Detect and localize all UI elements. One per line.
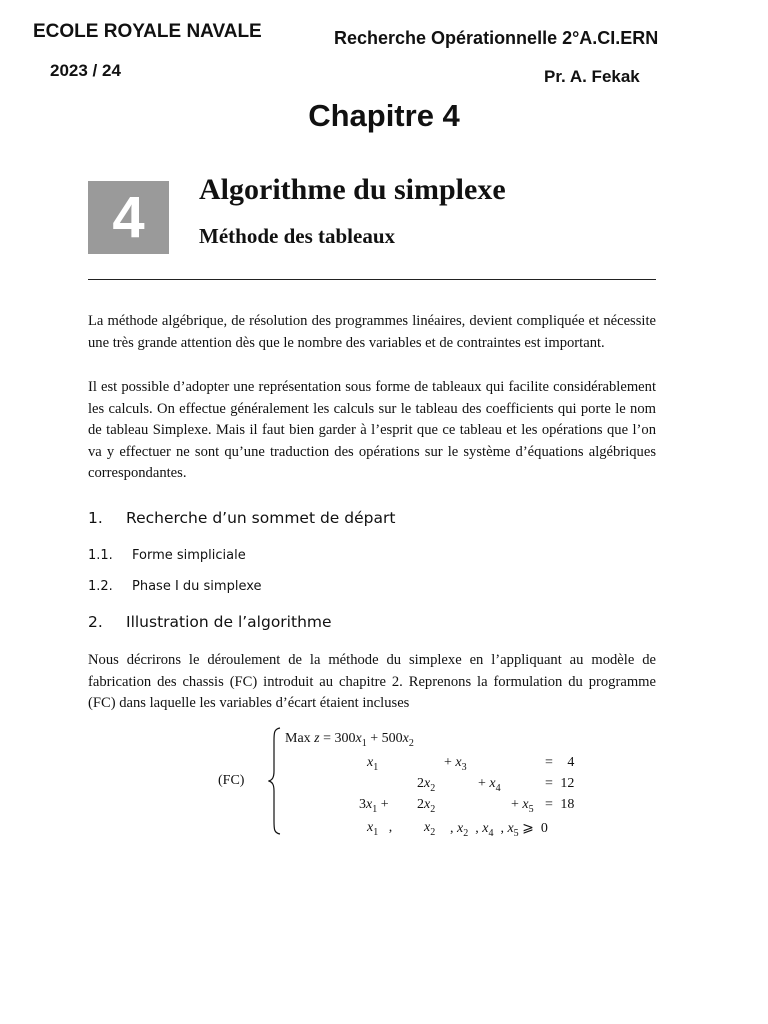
chapter-title: Algorithme du simplexe: [199, 173, 506, 206]
constraint-2-value: 12: [560, 776, 575, 791]
section-heading-2: [88, 613, 332, 631]
constraint-3-x5: + $x_5$: [511, 797, 534, 815]
constraint-3-value: 18: [560, 797, 575, 812]
constraint-1-value: 4: [567, 755, 575, 770]
system-brace: [268, 727, 282, 835]
objective-row: Max $z = 300x_1 + 500x_2$: [285, 731, 414, 749]
chapter-subtitle: Méthode des tableaux: [199, 224, 395, 248]
section-heading-1: [88, 509, 395, 527]
constraint-3-rhs: = 18: [545, 797, 575, 812]
subsection-number: 1.1.: [88, 548, 113, 563]
chapter-number-box: [88, 181, 169, 254]
section-number: 1.: [88, 509, 103, 527]
program-label: (FC): [218, 773, 245, 788]
nonneg-x1: $x_1$ ,: [367, 820, 393, 838]
professor-name: Pr. A. Fekak: [544, 67, 640, 86]
chapter-heading: Chapitre 4: [308, 98, 460, 133]
constraint-2-rhs: = 12: [545, 776, 575, 791]
constraint-2-x4: + $x_4$: [478, 776, 501, 794]
constraint-1-x1: $x_1$: [367, 755, 379, 773]
objective-prefix: Max: [285, 731, 311, 746]
paragraph-illustration: Nous décrirons le déroulement de la méthode du simplexe en l’appliquant au modèle de fabrication des chassis (FC) introduit au chapitre 2. Reprenons la formulation du programme (FC) dans laquelle les variables d’écart étaient incluses: [88, 652, 656, 711]
title-divider: [88, 279, 656, 280]
subsection-heading-1-2: [88, 579, 262, 594]
nonneg-rest: , $x_2$ , $x_4$ , $x_5$ ⩾ 0: [450, 821, 548, 839]
school-name: ECOLE ROYALE NAVALE: [33, 21, 262, 42]
constraint-2-x2: $2x_2$: [417, 776, 436, 794]
section-number: 2.: [88, 613, 103, 631]
course-title: Recherche Opérationnelle 2°A.CI.ERN: [334, 28, 659, 48]
chapter-number: 4: [112, 185, 145, 250]
subsection-heading-1-1: [88, 548, 246, 563]
constraint-1-x3: + $x_3$: [444, 755, 467, 773]
nonneg-value: 0: [540, 821, 548, 836]
constraint-3-x2: $2x_2$: [417, 797, 436, 815]
constraint-3-x1: $3x_1$ +: [359, 797, 389, 815]
section-title: Illustration de l’algorithme: [126, 613, 332, 631]
paragraph-intro: La méthode algébrique, de résolution des programmes linéaires, devient compliquée et nécessite une très grande attention dès que le nombre des variables et de contraintes est important.: [88, 313, 656, 351]
constraint-1-rhs: = 4: [545, 755, 575, 770]
subsection-number: 1.2.: [88, 579, 113, 594]
subsection-title: Phase I du simplexe: [132, 579, 262, 594]
section-title: Recherche d’un sommet de départ: [126, 509, 396, 527]
nonneg-x2: $x_2$: [424, 820, 436, 838]
academic-year: 2023 / 24: [50, 61, 121, 80]
subsection-title: Forme simpliciale: [132, 548, 246, 563]
paragraph-tableaux: Il est possible d’adopter une représentation sous forme de tableaux qui facilite considérablement les calculs. On effectue généralement les calculs sur le tableau des coefficients qui porte le nom de tableau Simplexe. Mais il faut bien garder à l’esprit que ce tableau et les opérations que l’on va y effectuer ne sont qu’une traduction des opérations sur le système d’équations algébriques correspondantes.: [88, 379, 656, 481]
